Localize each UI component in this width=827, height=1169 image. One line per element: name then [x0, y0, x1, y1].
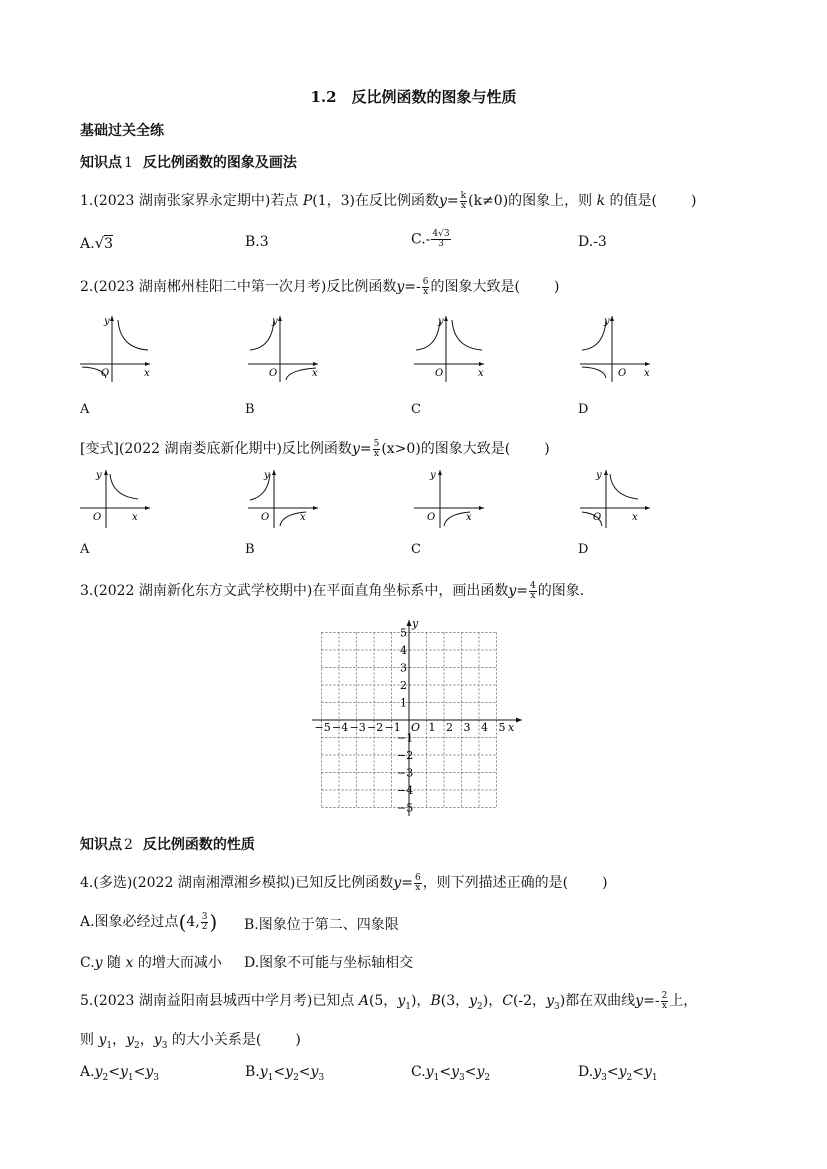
variant-eq: =: [359, 441, 372, 457]
variant-den: x: [373, 448, 379, 459]
q4-option-a: A.图象必经过点(4, $\frac{3}{2}$ ): [80, 910, 218, 934]
x-tick-label: 2: [446, 721, 453, 734]
y-tick-label: −1: [397, 731, 414, 745]
y-tick-label: −2: [397, 749, 414, 762]
q5-sub2: 2: [477, 1001, 483, 1012]
kp1-label: 知识点: [80, 155, 122, 171]
variant-graph-b: [246, 466, 321, 530]
svg-text:y: y: [438, 316, 444, 327]
q3-stem-b: 的图象.: [537, 583, 585, 599]
q5-oc-s2: 2: [484, 1072, 491, 1083]
q5-ob-s3: 3: [318, 1072, 325, 1083]
q5-b-coord: (3，: [440, 993, 470, 1009]
svg-text:x: x: [632, 512, 638, 523]
q5-option-a: [80, 1064, 159, 1083]
q1-opt-c-label: C.-: [411, 231, 431, 248]
q5-oa-lt1: <: [108, 1064, 120, 1080]
svg-text:x: x: [132, 512, 138, 523]
svg-text:O: O: [261, 512, 270, 523]
q1-option-c: [411, 230, 452, 249]
q5-num: 2: [661, 990, 668, 1001]
q5-od-lt1: <: [606, 1064, 619, 1080]
q4-opt-c-mid: 随: [102, 955, 126, 971]
x-tick-label: 3: [463, 721, 471, 734]
q4-option-c: [80, 952, 222, 972]
svg-text:x: x: [644, 368, 650, 379]
q5-od-y1: y: [643, 1064, 652, 1080]
q5-den: x: [661, 1000, 667, 1011]
q1-k: k: [596, 193, 606, 209]
q5-opt-a-label: A.: [80, 1064, 95, 1080]
q1-num: k: [460, 190, 467, 201]
q5-y1: y: [397, 993, 406, 1009]
y-tick-label: −5: [397, 801, 414, 815]
question-5: [80, 990, 697, 1012]
q5-func-y: y: [635, 993, 644, 1009]
q2-eq: =-: [404, 279, 421, 295]
variant-y: y: [351, 441, 360, 457]
q1-option-b: B.3: [245, 234, 269, 250]
variant-cond: (x>0): [381, 441, 421, 457]
y-tick-label: 5: [400, 626, 407, 640]
q5-l2-y3: y: [153, 1032, 162, 1048]
variant-graph-a: [78, 466, 153, 530]
question-variant: [80, 438, 550, 459]
y-tick-label: 4: [400, 644, 407, 657]
page-title: 1.2 反比例函数的图象与性质: [310, 88, 517, 106]
q1-opt-c-fraction: [431, 230, 450, 249]
q5-point-a: A: [358, 993, 369, 1009]
q5-opt-c-label: C.: [411, 1064, 426, 1080]
x-tick-label: −3: [349, 721, 366, 734]
svg-text:y: y: [604, 316, 610, 327]
q2-label-c: C: [411, 402, 421, 417]
q4-opt-c-x: x: [125, 955, 134, 971]
q5-rp2: )，: [482, 993, 503, 1009]
q5-oc-y2: y: [476, 1064, 485, 1080]
q5-y3: y: [546, 993, 554, 1009]
q5-c-coord: (-2，: [512, 993, 547, 1009]
q3-coordinate-grid: [308, 616, 528, 820]
kp1-name: 反比例函数的图象及画法: [142, 155, 297, 171]
q5-l2-sub2: 2: [134, 1040, 140, 1051]
q5-opt-b-label: B.: [245, 1064, 260, 1080]
q3-origin: O: [411, 721, 421, 734]
q5-oa-s1: 1: [127, 1072, 134, 1083]
x-tick-label: −2: [367, 721, 384, 734]
q5-od-s3: 3: [601, 1072, 607, 1083]
q4-stem-b: ，则下列描述正确的是(: [422, 875, 569, 891]
kp1-num: 1: [124, 155, 133, 171]
variant-stem-a: [变式](2022 湖南娄底新化期中)反比例函数: [80, 441, 352, 457]
q4-opt-c-y: y: [94, 955, 103, 971]
q5-ob-s2: 2: [293, 1072, 299, 1083]
x-tick-label: −5: [314, 721, 331, 734]
x-tick-label: 4: [481, 721, 488, 734]
y-tick-label: 3: [400, 661, 407, 675]
q5-ob-lt2: <: [298, 1064, 311, 1080]
q1-stem-c: 的图象上，则: [508, 193, 597, 209]
svg-text:y: y: [272, 316, 278, 327]
variant-label-d: D: [578, 542, 589, 557]
q2-den: x: [423, 286, 429, 297]
q4-opt-c-end: 的增大而减小: [133, 955, 222, 971]
x-tick-label: 1: [428, 721, 436, 734]
q5-option-b: [245, 1064, 324, 1083]
question-4: [80, 872, 608, 893]
q5-point-b: B: [430, 993, 441, 1009]
q3-stem-a: 3.(2022 湖南新化东方文武学校期中)在平面直角坐标系中，画出函数: [80, 583, 509, 599]
svg-text:y: y: [430, 470, 436, 481]
q1-stem-b: (1，3)在反比例函数: [312, 193, 439, 209]
q5-od-y3: y: [593, 1064, 602, 1080]
q5-oa-y2: y: [94, 1064, 103, 1080]
q5-oa-s2: 2: [102, 1072, 109, 1083]
question-1: [80, 190, 696, 211]
question-3: [80, 580, 584, 601]
q5-ob-lt1: <: [273, 1064, 286, 1080]
q1-close: ): [691, 193, 697, 209]
svg-text:x: x: [466, 512, 472, 523]
q4-num: 6: [414, 872, 421, 883]
q4-option-d: D.图象不可能与坐标轴相交: [244, 955, 414, 971]
y-tick-label: −4: [397, 784, 414, 797]
q5-od-s1: 1: [651, 1072, 658, 1083]
q3-den: x: [530, 590, 536, 601]
q5-oa-lt2: <: [133, 1064, 146, 1080]
q5-oa-s3: 3: [153, 1072, 159, 1083]
q1-y: y: [438, 193, 447, 209]
q5-eq: =-: [643, 993, 660, 1009]
x-tick-label: −4: [332, 721, 349, 734]
q5-ob-y1: y: [259, 1064, 268, 1080]
variant-stem-b: 的图象大致是(: [420, 441, 511, 457]
q5-stem-a: 5.(2023 湖南益阳南县城西中学月考)已知点: [80, 993, 359, 1009]
q5-rp3: ): [559, 993, 566, 1009]
q5-line2-b: 的大小关系是(: [167, 1032, 262, 1048]
q5-ob-y3: y: [310, 1064, 319, 1080]
q4-den: x: [415, 882, 421, 893]
q2-graph-a: [78, 312, 153, 384]
q3-y-label: y: [412, 617, 419, 630]
q1-opt-a-rad: 3: [104, 236, 114, 252]
q5-ob-s1: 1: [267, 1072, 274, 1083]
q5-y2: y: [469, 993, 478, 1009]
y-tick-label: −3: [397, 766, 414, 780]
q2-label-d: D: [578, 402, 589, 417]
svg-text:y: y: [264, 470, 270, 481]
svg-text:O: O: [593, 512, 602, 523]
q4-opt-a-fraction: [201, 913, 209, 932]
q5-close: ): [295, 1032, 301, 1048]
svg-text:y: y: [96, 470, 102, 481]
x-tick-label: 5: [498, 721, 506, 734]
q5-oc-lt2: <: [464, 1064, 477, 1080]
svg-text:O: O: [101, 368, 110, 379]
q5-stem-b: 都在双曲线: [565, 993, 636, 1009]
q4-opt-a-num: 3: [201, 911, 208, 922]
q4-fraction: [414, 874, 422, 893]
y-tick-label: 2: [400, 679, 407, 692]
q4-stem-a: 4.(多选)(2022 湖南湘潭湘乡模拟)已知反比例函数: [80, 875, 394, 891]
svg-text:O: O: [435, 368, 444, 379]
svg-text:O: O: [618, 368, 627, 379]
knowledge-point-1: [80, 152, 297, 172]
q5-opt-d-label: D.: [578, 1064, 594, 1080]
q5-point-c: C: [502, 993, 513, 1009]
q1-point: P: [302, 193, 313, 209]
q4-y: y: [393, 875, 402, 891]
q2-label-b: B: [245, 402, 255, 417]
q5-od-lt2: <: [632, 1064, 644, 1080]
variant-graph-c: [412, 466, 487, 530]
q1-opt-c-num: 4√3: [432, 229, 450, 239]
q5-ob-y2: y: [285, 1064, 294, 1080]
q1-opt-a-label: A.: [80, 236, 95, 252]
q2-graph-d: [578, 312, 653, 384]
svg-text:y: y: [596, 470, 602, 481]
q5-sub1: 1: [405, 1001, 411, 1012]
q5-oa-y1: y: [119, 1064, 128, 1080]
q4-opt-a-text: A.图象必经过点: [80, 914, 179, 930]
q5-l2-y2: y: [126, 1032, 135, 1048]
q5-option-d: [578, 1064, 658, 1083]
q1-stem-d: 的值是(: [605, 193, 658, 209]
q1-stem-a: 1.(2023 湖南张家界永定期中)若点: [80, 193, 303, 209]
variant-fraction: [373, 440, 381, 459]
kp2-label: 知识点: [80, 837, 122, 853]
q1-den: x: [460, 200, 466, 211]
q5-sub3: 3: [553, 1001, 560, 1012]
svg-text:O: O: [93, 512, 102, 523]
q5-od-y2: y: [618, 1064, 627, 1080]
question-5-line2: [80, 1029, 301, 1051]
q1-cond: (k≠0): [468, 193, 509, 209]
q2-label-a: A: [80, 402, 90, 417]
q5-l2-comma2: ，: [139, 1032, 154, 1048]
svg-text:x: x: [144, 368, 150, 379]
q5-line2-a: 则: [80, 1032, 99, 1048]
q5-a-coord: (5，: [368, 993, 398, 1009]
variant-label-b: B: [245, 542, 255, 557]
variant-graph-d: [578, 466, 653, 530]
q5-oc-s1: 1: [433, 1072, 440, 1083]
q4-opt-c-label: C.: [80, 955, 95, 971]
q4-eq: =: [401, 875, 413, 891]
q5-option-c: [411, 1064, 490, 1083]
q5-oc-s3: 3: [458, 1072, 465, 1083]
kp2-name: 反比例函数的性质: [142, 837, 255, 853]
q5-oc-lt1: <: [439, 1064, 452, 1080]
q4-close: ): [602, 875, 608, 891]
q1-option-a: A.√3: [80, 234, 114, 252]
q2-graph-b: [246, 312, 321, 384]
q5-stem-c: 上，: [669, 993, 698, 1009]
q3-y: y: [508, 583, 517, 599]
q5-oc-y1: y: [425, 1064, 434, 1080]
q5-l2-comma1: ，: [112, 1032, 127, 1048]
q1-fraction: [460, 192, 467, 211]
q2-stem-b: 的图象大致是(: [430, 279, 520, 295]
q1-opt-c-den: 3: [438, 239, 444, 249]
q4-opt-a-pt: 4,: [186, 914, 200, 930]
q4-option-b: B.图象位于第二、四象限: [244, 917, 399, 933]
variant-num: 5: [373, 438, 380, 449]
q4-opt-a-den: 2: [201, 921, 208, 932]
variant-close: ): [544, 441, 550, 457]
y-tick-label: 1: [400, 696, 407, 710]
q5-l2-y1: y: [98, 1032, 107, 1048]
q2-fraction: [422, 278, 430, 297]
question-2: [80, 276, 559, 297]
section-heading: 基础过关全练: [80, 123, 164, 139]
q5-oa-y3: y: [145, 1064, 154, 1080]
knowledge-point-2: [80, 834, 255, 854]
svg-text:O: O: [269, 368, 278, 379]
variant-label-c: C: [411, 542, 421, 557]
q2-stem-a: 2.(2023 湖南郴州桂阳二中第一次月考)反比例函数: [80, 279, 397, 295]
variant-label-a: A: [80, 542, 90, 557]
q5-l2-sub1: 1: [106, 1040, 113, 1051]
svg-text:x: x: [312, 368, 318, 379]
svg-text:x: x: [478, 368, 484, 379]
q5-od-s2: 2: [626, 1072, 633, 1083]
svg-text:y: y: [104, 316, 110, 327]
q3-x-label: x: [508, 721, 515, 734]
q2-close: ): [553, 279, 560, 295]
q2-y: y: [396, 279, 405, 295]
q3-fraction: [529, 582, 537, 601]
svg-text:x: x: [300, 512, 306, 523]
q5-oc-y3: y: [451, 1064, 459, 1080]
kp2-num: 2: [124, 837, 133, 853]
q5-fraction: [661, 992, 669, 1011]
q3-num: 4: [530, 580, 536, 591]
q2-graph-c: [412, 312, 487, 384]
q5-rp1: )，: [410, 993, 431, 1009]
x-tick-label: −1: [384, 721, 401, 734]
q1-option-d: D.-3: [578, 234, 607, 250]
svg-text:O: O: [427, 512, 436, 523]
q3-eq: =: [516, 583, 529, 599]
q1-eq: =: [446, 193, 459, 209]
q5-l2-sub3: 3: [161, 1040, 168, 1051]
q2-num: 6: [422, 276, 429, 287]
